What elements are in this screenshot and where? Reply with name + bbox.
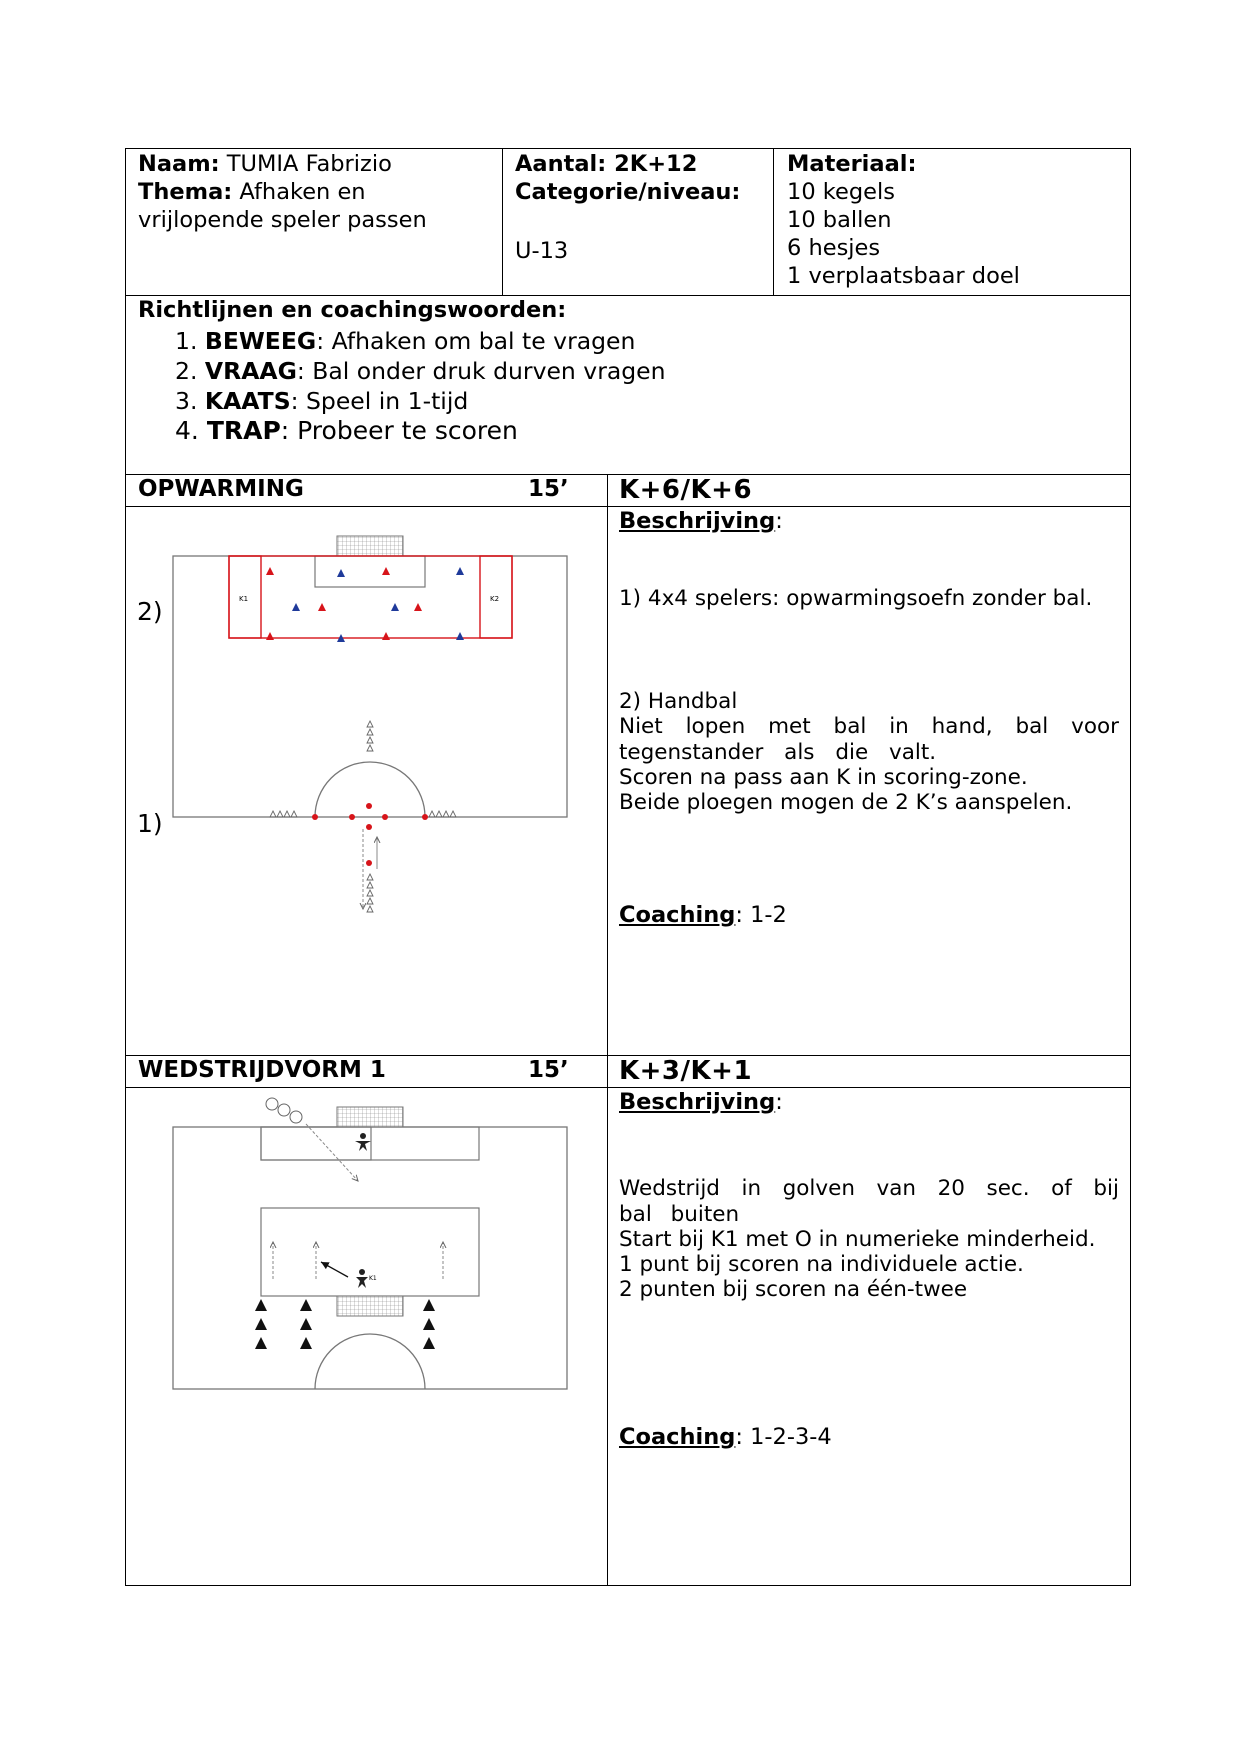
section1-coaching (619, 901, 787, 930)
thema-value: Afhaken en (239, 179, 366, 205)
section2-coaching (619, 1423, 832, 1452)
list-item: 3. KAATS: Speel in 1-tijd (175, 387, 469, 415)
match-diagram (126, 149, 608, 1587)
zone-label-right: K2 (490, 595, 500, 603)
aantal: Aantal: 2K+12 (515, 151, 698, 177)
section1-duration: 15’ (528, 476, 569, 502)
categorie-value: U-13 (515, 238, 569, 264)
section1-p2-title: 2) Handbal (619, 689, 738, 714)
section2-line4: 2 punten bij scoren na één-twee (619, 1277, 968, 1302)
goal-net (337, 1107, 403, 1127)
diagram-label-1: 1) (137, 809, 163, 838)
zone-label-left: K1 (239, 595, 249, 603)
materiaal-item: 6 hesjes (787, 235, 881, 261)
materiaal-item: 10 kegels (787, 179, 895, 205)
section2-title: WEDSTRIJDVORM 1 (138, 1057, 386, 1083)
section1-format: K+6/K+6 (619, 475, 753, 505)
section1-desc-heading: Beschrijving: (619, 508, 783, 534)
section1-p2-line3: Beide ploegen mogen de 2 K’s aanspelen. (619, 790, 1073, 815)
materiaal-item: 10 ballen (787, 207, 892, 233)
section1-p2-line2: Scoren na pass aan K in scoring-zone. (619, 765, 1028, 790)
d-arc (315, 1334, 425, 1389)
pass-arrow (321, 1262, 348, 1277)
list-item: 1. BEWEEG: Afhaken om bal te vragen (175, 327, 636, 355)
pass-arrow (306, 1124, 358, 1181)
guidelines-title: Richtlijnen en coachingswoorden: (138, 297, 567, 323)
section1-title: OPWARMING (138, 476, 304, 502)
section1-p2-line1: Niet lopen met bal in hand, bal voor tegenstander als die valt. (619, 714, 1119, 765)
goal-net-bottom (337, 1296, 403, 1316)
materiaal-item: 1 verplaatsbaar doel (787, 263, 1020, 289)
play-zone (261, 1208, 479, 1296)
player-label: K1 (369, 1275, 377, 1282)
section2-line1: Wedstrijd in golven van 20 sec. of bij bal buiten (619, 1176, 1119, 1227)
section1-p1: 1) 4x4 spelers: opwarmingsoefn zonder bal. (619, 586, 1093, 611)
lesson-sheet (125, 148, 1131, 1586)
coaching-value: : 1-2-3-4 (735, 1424, 832, 1450)
section2-line2: Start bij K1 met O in numerieke minderheid. (619, 1227, 1096, 1252)
coaching-label: Coaching (619, 902, 736, 928)
section2-format: K+3/K+1 (619, 1056, 753, 1086)
section2-line3: 1 punt bij scoren na individuele actie. (619, 1252, 1024, 1277)
desc-label: Beschrijving (619, 1089, 776, 1115)
player-icon (356, 1269, 368, 1288)
goal-area (261, 1127, 479, 1160)
desc-label: Beschrijving (619, 508, 776, 534)
balls (266, 1098, 302, 1123)
categorie-label: Categorie/niveau: (515, 179, 741, 205)
diagram-label-2: 2) (137, 597, 163, 626)
thema-label: Thema: (138, 179, 233, 205)
divider (773, 149, 774, 295)
coaching-value: : 1-2 (735, 902, 787, 928)
naam-value: TUMIA Fabrizio (226, 151, 392, 177)
keeper-icon (355, 1133, 371, 1151)
materiaal-label: Materiaal: (787, 151, 917, 177)
section2-duration: 15’ (528, 1057, 569, 1083)
section2-desc-heading: Beschrijving: (619, 1089, 783, 1115)
coaching-label: Coaching (619, 1424, 736, 1450)
thema-value-cont: vrijlopende speler passen (138, 207, 427, 233)
field-outline (173, 1127, 567, 1389)
list-item: 2. VRAAG: Bal onder druk durven vragen (175, 357, 666, 385)
goal-area-inner (261, 1127, 371, 1160)
list-item: 4. TRAP: Probeer te scoren (175, 416, 518, 445)
naam-label: Naam: (138, 151, 220, 177)
